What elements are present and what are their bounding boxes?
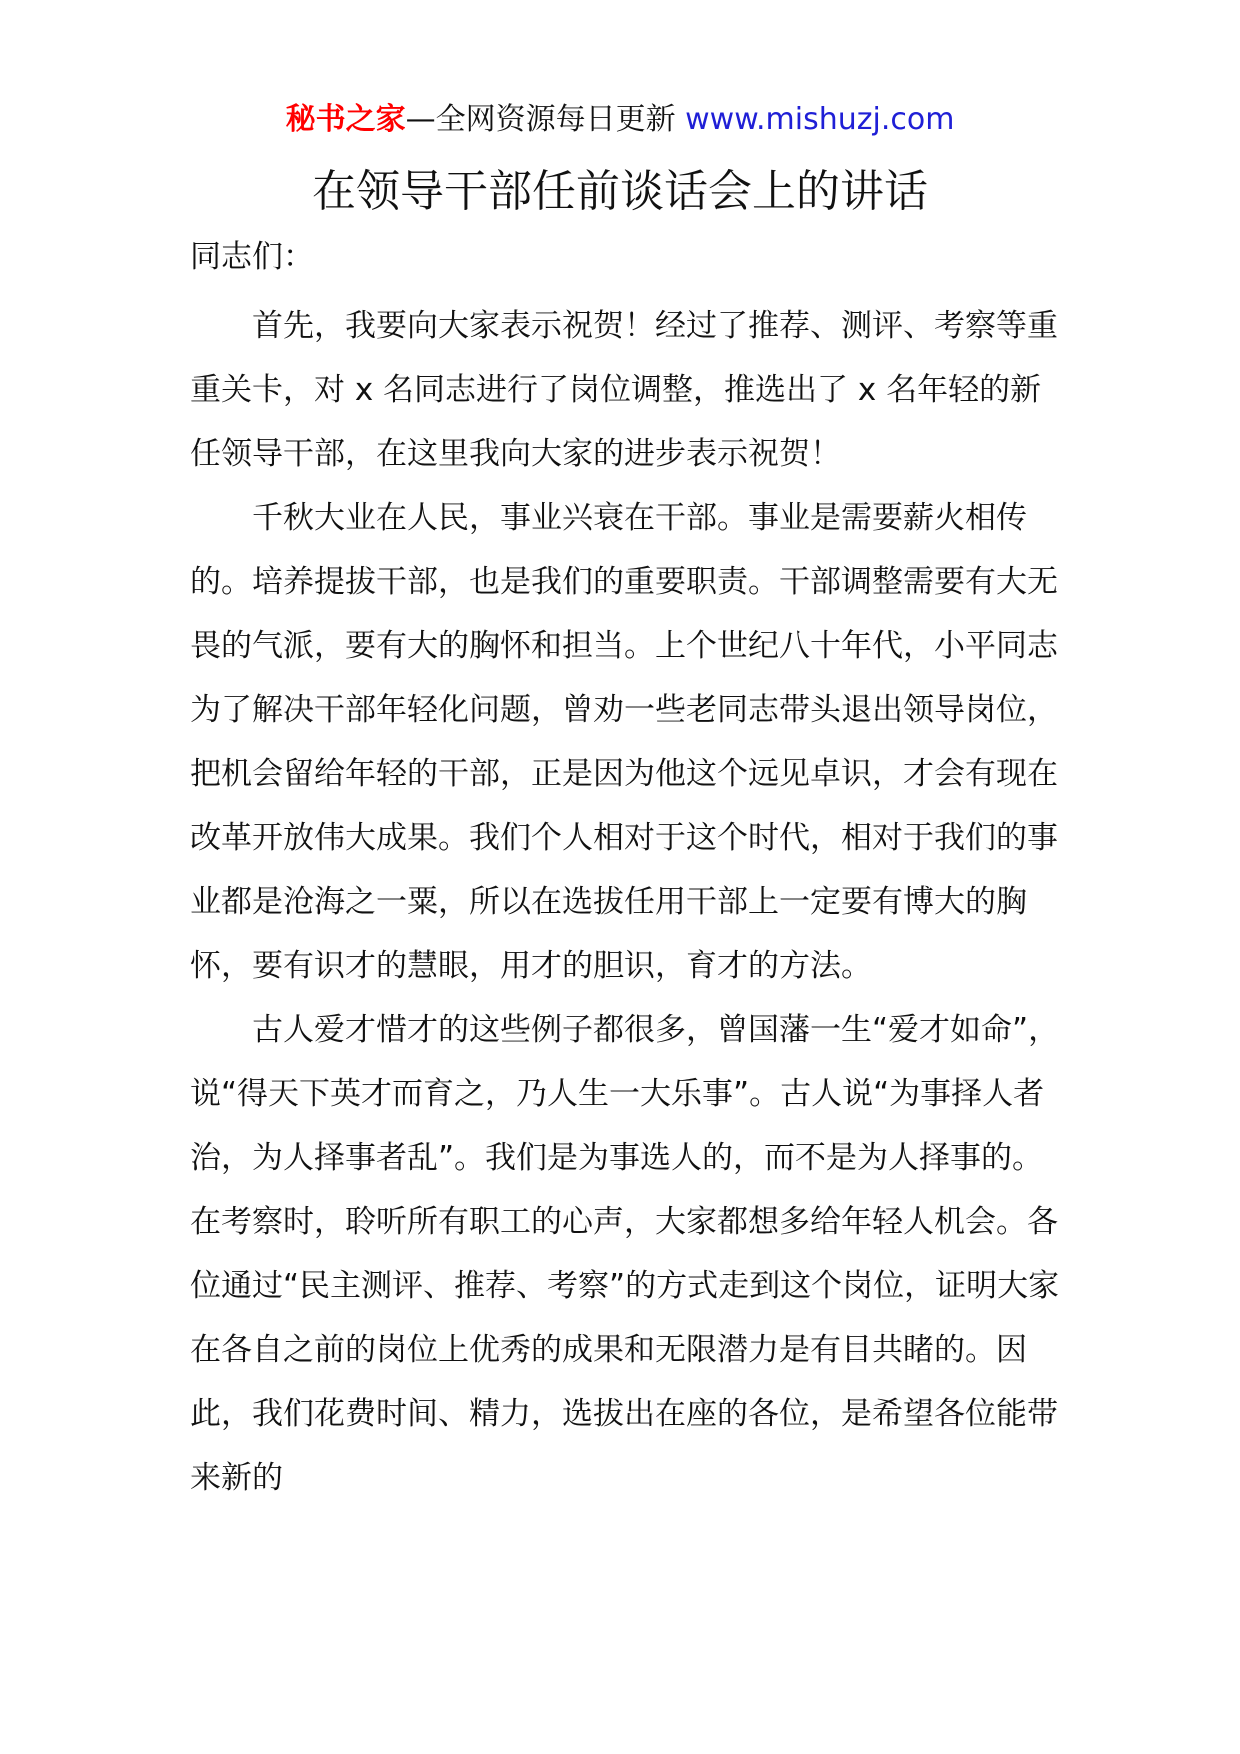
- brand-name: 秘书之家: [285, 102, 406, 137]
- site-url[interactable]: www.mishuzj.com: [685, 102, 955, 137]
- site-header: [0, 100, 1240, 140]
- header-tagline: —全网资源每日更新: [405, 102, 676, 137]
- paragraph: 首先，我要向大家表示祝贺！经过了推荐、测评、考察等重重关卡，对 x 名同志进行了岗位调整，推选出了 x 名年轻的新任领导干部，在这里我向大家的进步表示祝贺！: [190, 308, 1058, 472]
- document-title: 在领导干部任前谈话会上的讲话: [312, 166, 928, 217]
- salutation: 同志们：: [190, 239, 314, 275]
- paragraph: 古人爱才惜才的这些例子都很多，曾国藩一生“爱才如命”，说“得天下英才而育之，乃人生一大乐事”。古人说“为事择人者治，为人择事者乱”。我们是为事选人的，而不是为人择事的。在考察时，聆听所有职工的心声，大家都想多给年轻人机会。各位通过“民主测评、推荐、考察”的方式走到这个岗位，证明大家在各自之前的岗位上优秀的成果和无限潜力是有目共睹的。因此，我们花费时间、精力，选拔出在座的各位，是希望各位能带来新的: [190, 1012, 1060, 1496]
- paragraph: 千秋大业在人民，事业兴衰在干部。事业是需要薪火相传的。培养提拔干部，也是我们的重要职责。干部调整需要有大无畏的气派，要有大的胸怀和担当。上个世纪八十年代，小平同志为了解决干部年轻化问题，曾劝一些老同志带头退出领导岗位，把机会留给年轻的干部，正是因为他这个远见卓识，才会有现在改革开放伟大成果。我们个人相对于这个时代，相对于我们的事业都是沧海之一粟，所以在选拔任用干部上一定要有博大的胸怀，要有识才的慧眼，用才的胆识，育才的方法。: [190, 500, 1058, 984]
- document-body: [190, 228, 1070, 1510]
